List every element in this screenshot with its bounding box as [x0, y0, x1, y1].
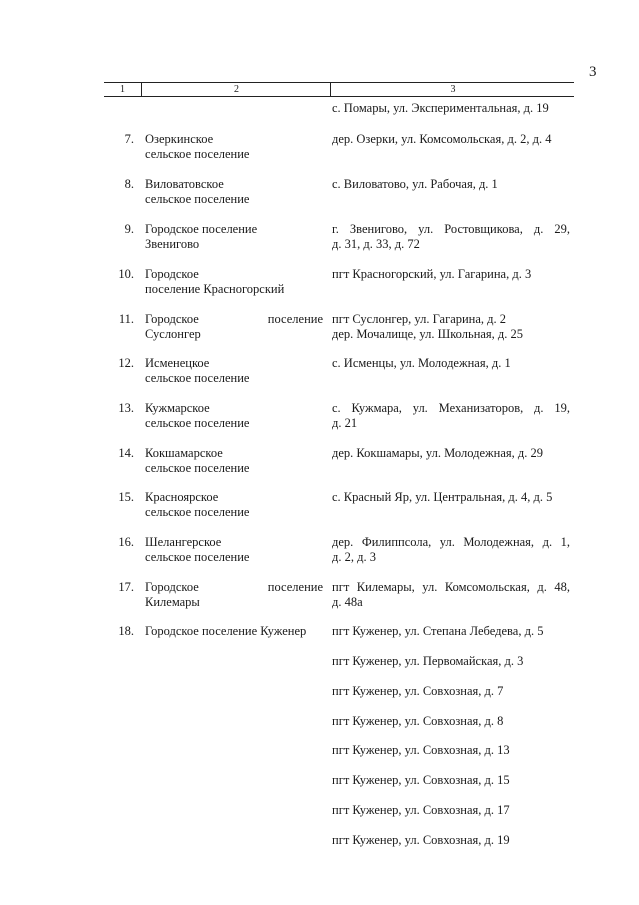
address-line: с. Красный Яр, ул. Центральная, д. 4, д. 5 [332, 490, 553, 504]
settlement-name-line: сельское поселение [145, 192, 250, 206]
settlement-name [145, 580, 323, 610]
address [332, 356, 570, 371]
address [332, 654, 570, 669]
row-number: 18. [118, 624, 134, 638]
address-line: дер. Мочалище, ул. Школьная, д. 25 [332, 327, 524, 341]
address [332, 833, 570, 848]
settlement-name-line: Озеркинское [145, 132, 214, 146]
settlement-name [145, 356, 323, 386]
row-number: 12. [118, 356, 134, 370]
address-line: д. 31, д. 33, д. 72 [332, 237, 420, 251]
settlement-name [145, 490, 323, 520]
settlement-name-line: поселение Красногорский [145, 282, 285, 296]
settlement-name-line: Шелангерское [145, 535, 222, 549]
settlement-name-line: Кокшамарское [145, 446, 223, 460]
address [332, 624, 570, 639]
address [332, 684, 570, 699]
address [332, 714, 570, 729]
row-number: 7. [124, 132, 134, 146]
address [332, 743, 570, 758]
row-number: 8. [124, 177, 134, 191]
row-number: 16. [118, 535, 134, 549]
address [332, 773, 570, 788]
address-line: дер. Филиппсола, ул. Молодежная, д. 1, [332, 535, 570, 549]
address [332, 222, 570, 252]
settlement-name-line: Городское поселение Куженер [145, 624, 307, 638]
settlement-name [145, 401, 323, 431]
address-line: дер. Кокшамары, ул. Молодежная, д. 29 [332, 446, 543, 460]
row-number: 9. [124, 222, 134, 236]
settlement-name-line: сельское поселение [145, 505, 250, 519]
settlement-name [145, 446, 323, 476]
settlement-name [145, 267, 323, 297]
row-number: 10. [118, 267, 134, 281]
settlement-name-line: Виловатовское [145, 177, 224, 191]
settlement-name [145, 535, 323, 565]
address-line: пгт Суслонгер, ул. Гагарина, д. 2 [332, 312, 507, 326]
address-line: пгт Куженер, ул. Совхозная, д. 13 [332, 743, 510, 757]
row-number: 17. [118, 580, 134, 594]
address-line: пгт Куженер, ул. Совхозная, д. 8 [332, 714, 504, 728]
address [332, 401, 570, 431]
settlement-name-line: сельское поселение [145, 550, 250, 564]
address-line: д. 2, д. 3 [332, 550, 376, 564]
address-line: дер. Озерки, ул. Комсомольская, д. 2, д. 4 [332, 132, 552, 146]
settlement-name-line: сельское поселение [145, 371, 250, 385]
address-line: с. Кужмара, ул. Механизаторов, д. 19, [332, 401, 570, 415]
settlement-name [145, 132, 323, 162]
header-col-1: 1 [120, 84, 125, 95]
address-line: пгт Куженер, ул. Совхозная, д. 7 [332, 684, 504, 698]
row-number: 14. [118, 446, 134, 460]
table-header [104, 82, 574, 97]
address-line: с. Виловатово, ул. Рабочая, д. 1 [332, 177, 498, 191]
address-line: г. Звенигово, ул. Ростовщикова, д. 29, [332, 222, 570, 236]
address [332, 312, 570, 342]
settlement-name-line: Кужмарское [145, 401, 210, 415]
settlement-name [145, 177, 323, 207]
settlement-name-line: сельское поселение [145, 461, 250, 475]
settlement-name [145, 222, 323, 252]
address [332, 101, 570, 116]
address-line: пгт Куженер, ул. Совхозная, д. 19 [332, 833, 510, 847]
address-line: д. 21 [332, 416, 358, 430]
address [332, 267, 570, 282]
row-number: 15. [118, 490, 134, 504]
settlement-name-line: сельское поселение [145, 416, 250, 430]
address [332, 803, 570, 818]
address [332, 446, 570, 461]
settlement-name [145, 312, 323, 342]
settlement-name [145, 624, 323, 639]
page-number: 3 [589, 64, 597, 80]
address-line: с. Исменцы, ул. Молодежная, д. 1 [332, 356, 511, 370]
settlement-name-line: Исменецкое [145, 356, 210, 370]
settlement-name-line: Звенигово [145, 237, 200, 251]
address [332, 535, 570, 565]
address-line: пгт Красногорский, ул. Гагарина, д. 3 [332, 267, 532, 281]
address-line: с. Помары, ул. Экспериментальная, д. 19 [332, 101, 549, 115]
settlement-name-line: Городское поселение [145, 580, 323, 594]
row-number: 11. [118, 312, 134, 326]
address-line: д. 48а [332, 595, 363, 609]
header-col-2: 2 [141, 83, 331, 96]
header-col-3: 3 [330, 83, 575, 96]
address-line: пгт Куженер, ул. Совхозная, д. 15 [332, 773, 510, 787]
address-line: пгт Куженер, ул. Совхозная, д. 17 [332, 803, 510, 817]
address [332, 580, 570, 610]
settlement-name-line: сельское поселение [145, 147, 250, 161]
settlement-name-line: Городское поселение [145, 312, 323, 326]
settlement-name-line: Суслонгер [145, 327, 201, 341]
address-line: пгт Килемары, ул. Комсомольская, д. 48, [332, 580, 570, 594]
address [332, 132, 570, 147]
address [332, 490, 570, 505]
row-number: 13. [118, 401, 134, 415]
settlement-name-line: Городское поселение [145, 222, 258, 236]
settlement-name-line: Красноярское [145, 490, 219, 504]
settlement-name-line: Городское [145, 267, 199, 281]
address-line: пгт Куженер, ул. Степана Лебедева, д. 5 [332, 624, 544, 638]
address-line: пгт Куженер, ул. Первомайская, д. 3 [332, 654, 524, 668]
settlement-name-line: Килемары [145, 595, 200, 609]
address [332, 177, 570, 192]
